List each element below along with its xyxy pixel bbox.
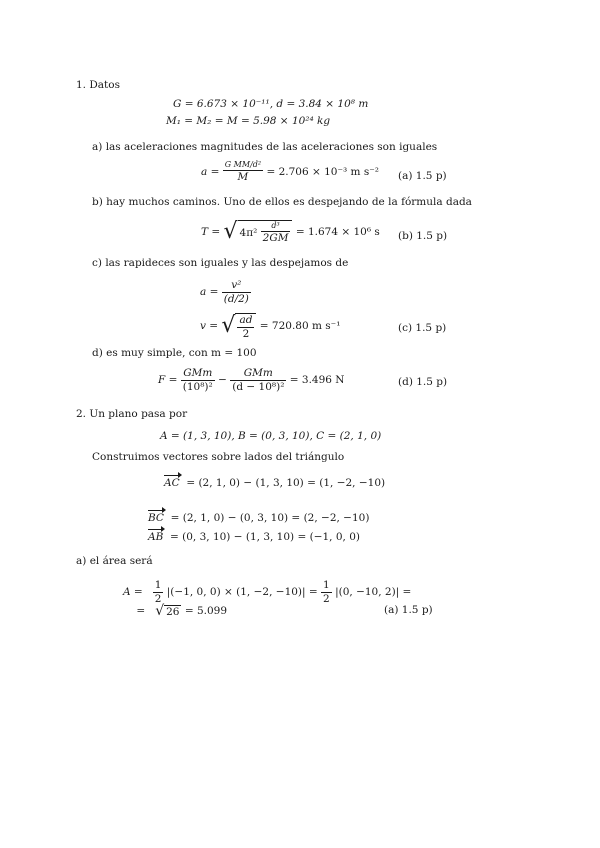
area-text: a) el área será — [76, 555, 153, 567]
vector-ac-line: AC = (2, 1, 0) − (1, 3, 10) = (1, −2, −10) — [164, 477, 386, 489]
points-line: A = (1, 3, 10), B = (0, 3, 10), C = (2, 1, 0) — [160, 430, 382, 442]
construct-text: Construimos vectores sobre lados del triángulo — [92, 451, 345, 463]
part-a-tag: (a) 1.5 p) — [398, 170, 447, 182]
part-c-tag: (c) 1.5 p) — [398, 322, 447, 334]
problem-2-heading: 2. Un plano pasa por — [76, 408, 188, 420]
part-d-tag: (d) 1.5 p) — [398, 376, 448, 388]
part-c-equation-1: a = $\frac{\text{v²}}{(d/2)}$ — [200, 279, 249, 305]
part-b-tag: (b) 1.5 p) — [398, 230, 448, 242]
data-line-m: M₁ = M₂ = M = 5.98 × 10²⁴ kg — [166, 115, 331, 127]
part-d-result: = 3.496 N — [289, 374, 345, 386]
area-tag: (a) 1.5 p) — [384, 604, 433, 616]
part-b-equation: T = √ 4π² $\frac{\text{d³}}{2GM}$ = 1.674 × 10⁶ s — [201, 218, 380, 244]
part-a-fraction: $\frac{\text{G MM/d²}}{M}$ — [224, 160, 262, 183]
part-c-equation-2: v = √ $\frac{ad}{2}$ = 720.80 m s⁻¹ — [200, 313, 341, 340]
part-b-root: √ 4π² $\frac{\text{d³}}{2GM}$ — [223, 220, 292, 244]
part-c-root: √ $\frac{ad}{2}$ — [221, 313, 256, 339]
data-line-g: G = 6.673 × 10⁻¹¹, d = 3.84 × 10⁸ m — [173, 98, 369, 110]
area-equation-2: = √ 26 = 5.099 — [136, 603, 228, 619]
problem-1-heading: 1. Datos — [76, 79, 120, 91]
area-equation-1: A = $\frac{1}{2}$ |(−1, 0, 0) × (1, −2, −10)| = $\frac{1}{2}$ |(0, −10, 2)| = — [123, 579, 412, 605]
part-a-text: a) las aceleraciones magnitudes de las aceleraciones son iguales — [92, 141, 438, 153]
part-a-result: = 2.706 × 10⁻³ m s⁻² — [266, 165, 379, 178]
part-c-text: c) las rapideces son iguales y las despejamos de — [92, 257, 349, 269]
part-a-equation: a = $\frac{\text{G MM/d²}}{M}$ = 2.706 × 10⁻³ m s⁻² — [201, 160, 379, 183]
part-d-text: d) es muy simple, con m = 100 — [92, 347, 257, 359]
part-c-result: = 720.80 m s⁻¹ — [259, 320, 341, 332]
part-d-equation: F = $\frac{\text{GMm}}{\text{(10⁸)²}}$ − $\frac{\text{GMm}}{\text{(d − 10⁸)²}}$ = 3.496 N — [158, 367, 345, 393]
area-result: = 5.099 — [184, 605, 228, 617]
part-b-text: b) hay muchos caminos. Uno de ellos es despejando de la fórmula dada — [92, 196, 472, 208]
part-b-result: = 1.674 × 10⁶ s — [295, 225, 380, 238]
vector-ab-line: AB = (0, 3, 10) − (1, 3, 10) = (−1, 0, 0) — [148, 531, 360, 543]
vector-bc-line: BC = (2, 1, 0) − (0, 3, 10) = (2, −2, −10) — [148, 512, 370, 524]
